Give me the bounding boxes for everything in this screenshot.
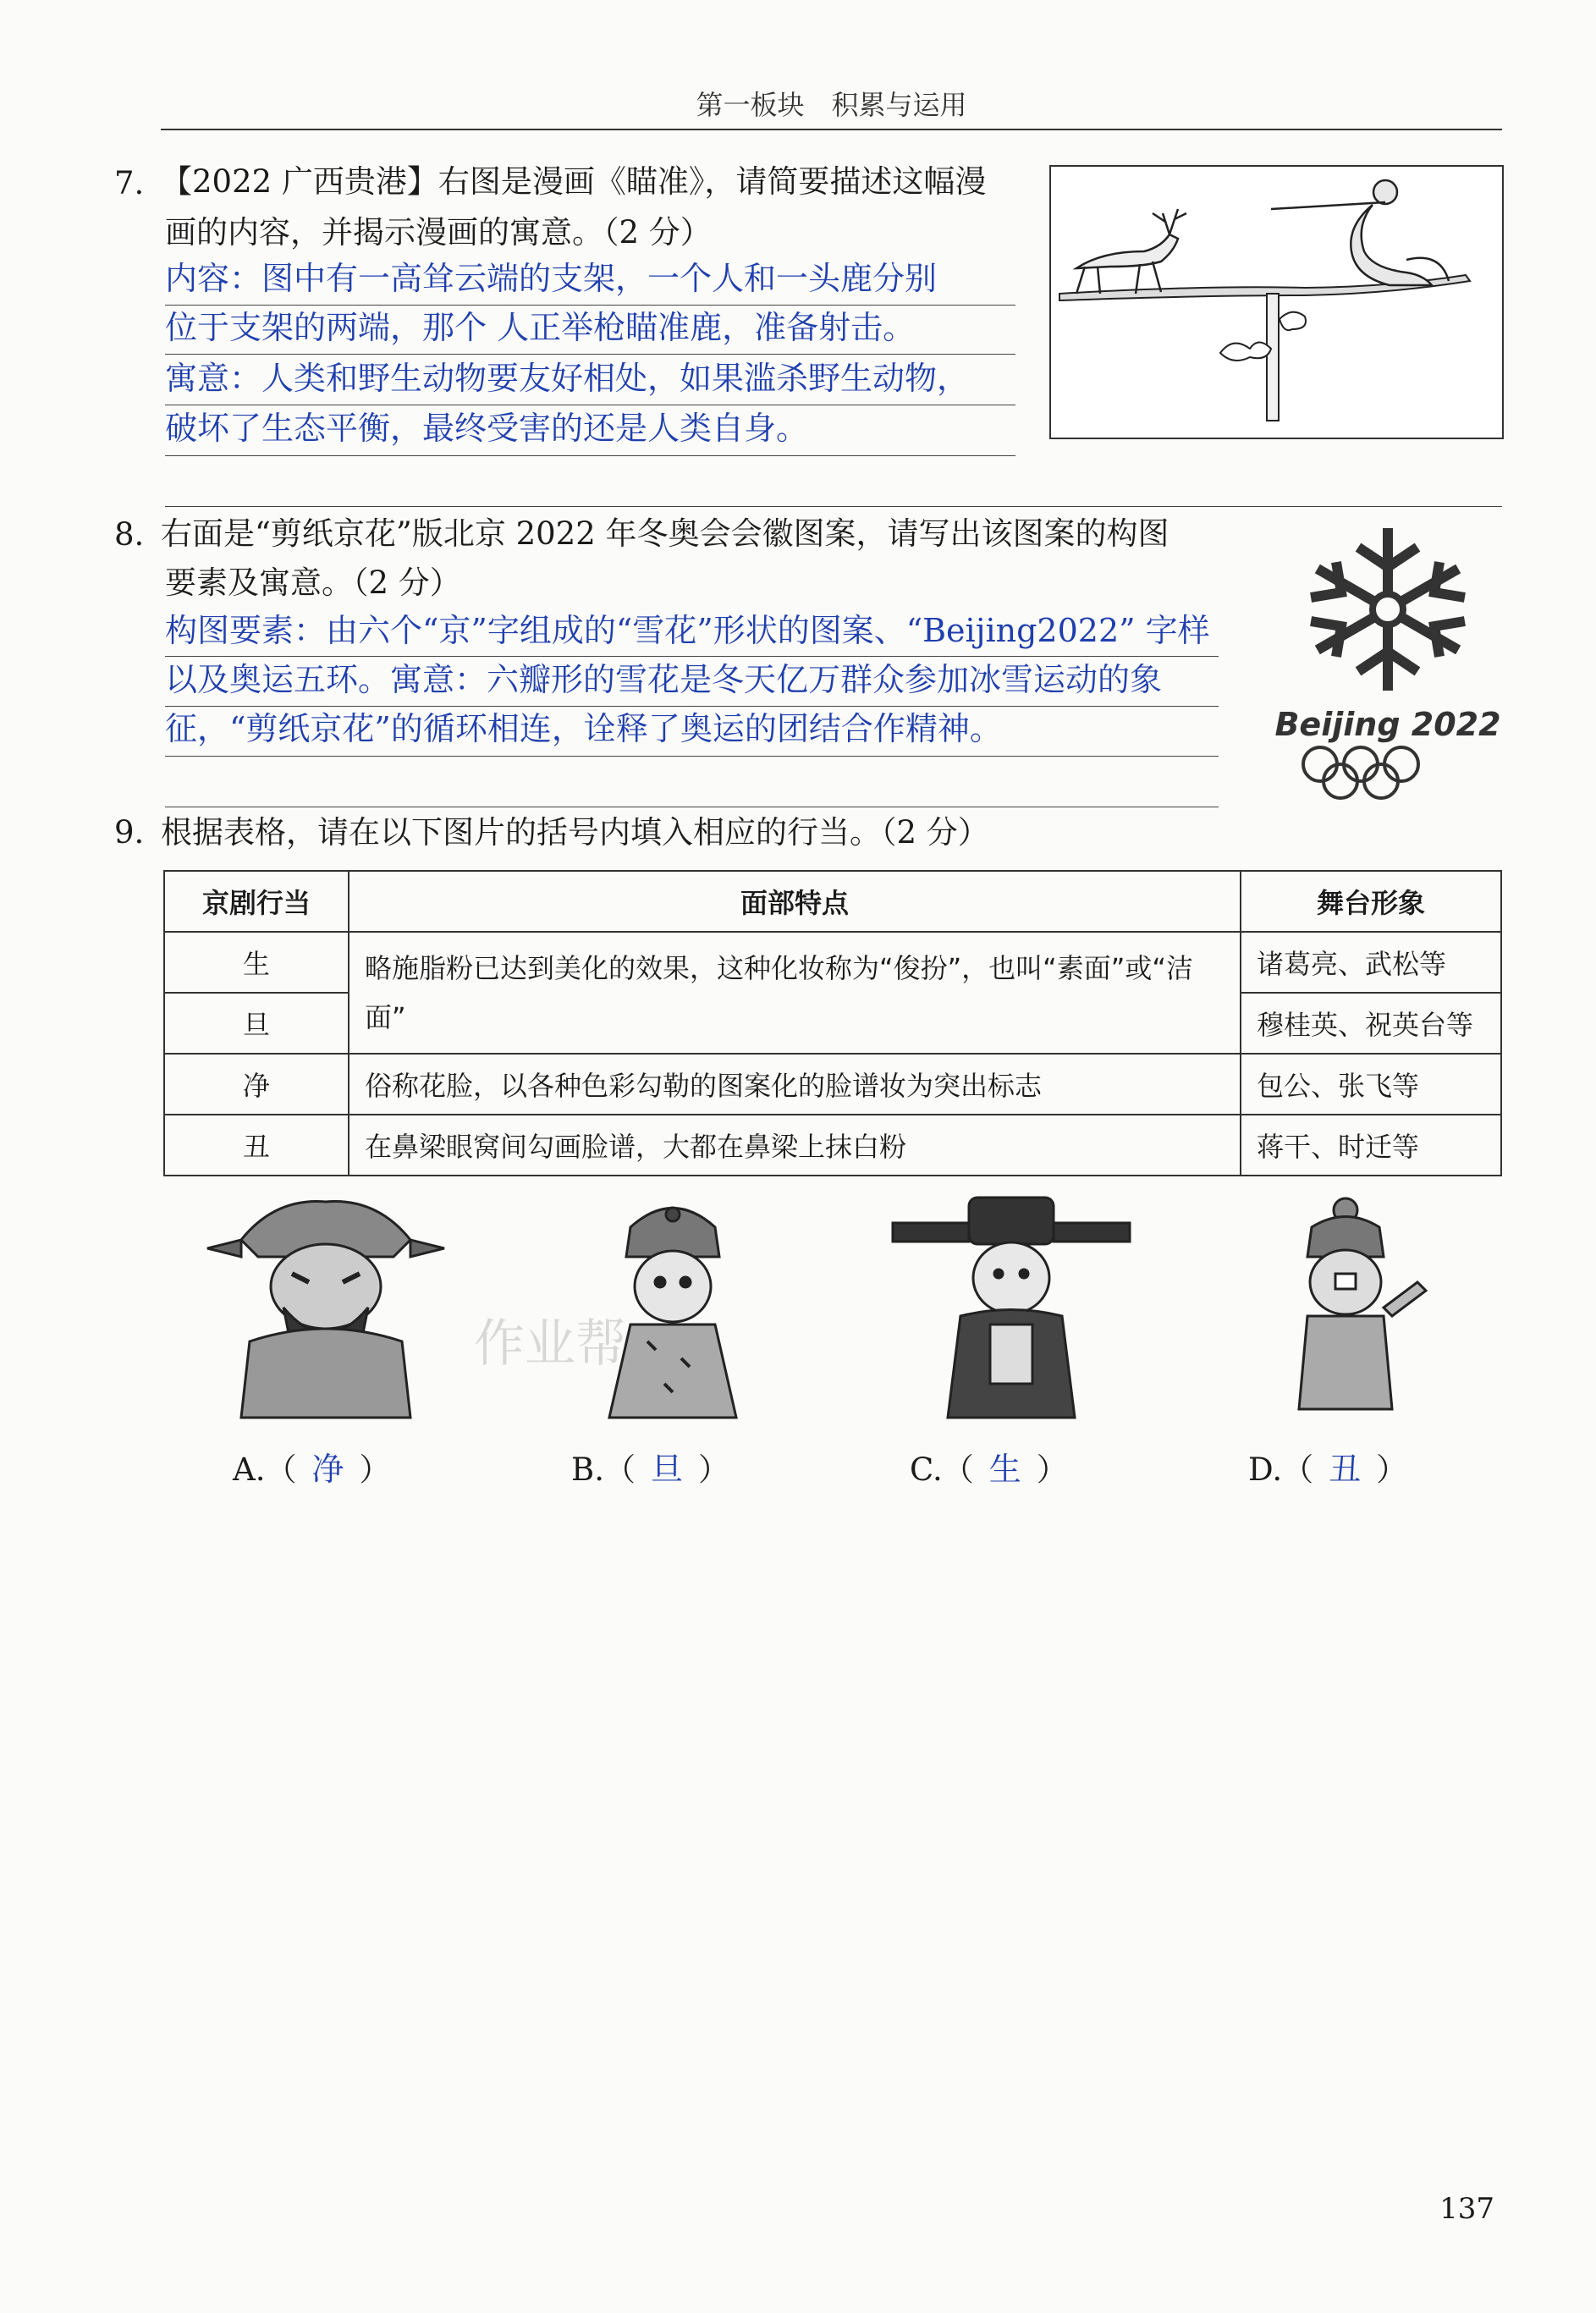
figure-a-jing-character (190, 1189, 461, 1426)
header-stage: 舞台形象 (1241, 871, 1501, 932)
q8-line2: 要素及寓意。（2 分） (165, 564, 461, 601)
feature-cell: 在鼻梁眼窝间勾画脸谱，大都在鼻梁上抹白粉 (349, 1115, 1241, 1176)
role-cell: 旦 (164, 993, 349, 1054)
table-row (164, 1054, 1501, 1115)
q7-line1: 【2022 广西贵港】右图是漫画《瞄准》，请简要描述这幅漫 (161, 163, 987, 200)
q7-answer-line3: 寓意：人类和野生动物要友好相处，如果滥杀野生动物， (165, 360, 970, 397)
q9-line1: 根据表格，请在以下图片的括号内填入相应的行当。（2 分） (161, 814, 989, 851)
table-row (164, 932, 1501, 993)
stage-cell: 诸葛亮、武松等 (1241, 932, 1501, 993)
option-d-close: ） (1376, 1451, 1408, 1488)
q7-answer-line1: 内容：图中有一高耸云端的支架，一个人和一头鹿分别 (165, 260, 938, 297)
q7-line2: 画的内容，并揭示漫画的寓意。（2 分） (165, 214, 712, 251)
option-c (910, 1443, 1068, 1490)
role-cell: 净 (164, 1054, 349, 1115)
feature-cell: 俗称花脸，以各种色彩勾勒的图案化的脸谱妆为突出标志 (349, 1054, 1241, 1115)
option-d (1248, 1443, 1407, 1490)
beijing-2022-emblem (1269, 516, 1506, 796)
q8-number: 8. (114, 516, 145, 553)
q7-rule4 (165, 455, 1015, 456)
role-cell: 丑 (164, 1115, 349, 1176)
option-d-label: D.（ (1248, 1451, 1314, 1488)
role-cell: 生 (164, 932, 349, 993)
watermark: 作业帮 (474, 1314, 626, 1374)
emblem-logo-text: Beijing 2022 (1274, 706, 1501, 743)
page-header: 第一板块 积累与运用 (161, 85, 1502, 130)
option-c-answer: 生 (988, 1451, 1021, 1488)
q7-answer-line4: 破坏了生态平衡，最终受害的还是人类自身。 (165, 410, 809, 447)
option-b-answer: 旦 (650, 1451, 683, 1488)
q7-number: 7. (114, 165, 145, 201)
table-header-row (164, 871, 1501, 932)
stage-cell: 蒋干、时迁等 (1241, 1115, 1501, 1176)
snowflake-icon (1269, 516, 1506, 702)
table-row (164, 1115, 1501, 1176)
option-a-close: ） (359, 1451, 391, 1488)
page-number: 137 (1439, 2192, 1494, 2226)
aiming-cartoon-image (1049, 165, 1504, 439)
q8-rule3 (165, 756, 1219, 757)
olympic-rings-icon (1269, 743, 1506, 802)
q8-answer-line3: 征，“剪纸京花”的循环相连，诠释了奥运的团结合作精神。 (165, 710, 1002, 747)
option-b (571, 1443, 729, 1490)
option-a-label: A.（ (233, 1451, 297, 1488)
q7-answer-line2: 位于支架的两端，那个 人正举枪瞄准鹿，准备射击。 (165, 309, 916, 346)
option-d-answer: 丑 (1329, 1451, 1362, 1488)
figure-c-sheng-character (876, 1189, 1147, 1426)
opera-roles-table (163, 870, 1502, 1176)
stage-cell: 包公、张飞等 (1241, 1054, 1501, 1115)
option-c-close: ） (1036, 1451, 1068, 1488)
option-a-answer: 净 (311, 1451, 344, 1488)
q8-answer-line2: 以及奥运五环。寓意：六瓣形的雪花是冬天亿万群众参加冰雪运动的象 (165, 661, 1163, 698)
header-feature: 面部特点 (349, 871, 1241, 932)
q9-number: 9. (114, 814, 145, 851)
header-role: 京剧行当 (164, 871, 349, 932)
stage-cell: 穆桂英、祝英台等 (1241, 993, 1501, 1054)
option-c-label: C.（ (910, 1451, 974, 1488)
option-b-close: ） (697, 1451, 729, 1488)
feature-cell: 略施脂粉已达到美化的效果，这种化妆称为“俊扮”，也叫“素面”或“洁面” (349, 932, 1241, 1054)
q8-line1: 右面是“剪纸京花”版北京 2022 年冬奥会会徽图案，请写出该图案的构图 (161, 515, 1169, 552)
q8-answer-line1: 构图要素：由六个“京”字组成的“雪花”形状的图案、“Beijing2022” 字样 (165, 612, 1210, 649)
option-b-label: B.（ (571, 1451, 636, 1488)
option-a (233, 1443, 391, 1490)
q7-q8-separator (165, 506, 1502, 507)
figure-d-chou-character (1219, 1189, 1489, 1426)
